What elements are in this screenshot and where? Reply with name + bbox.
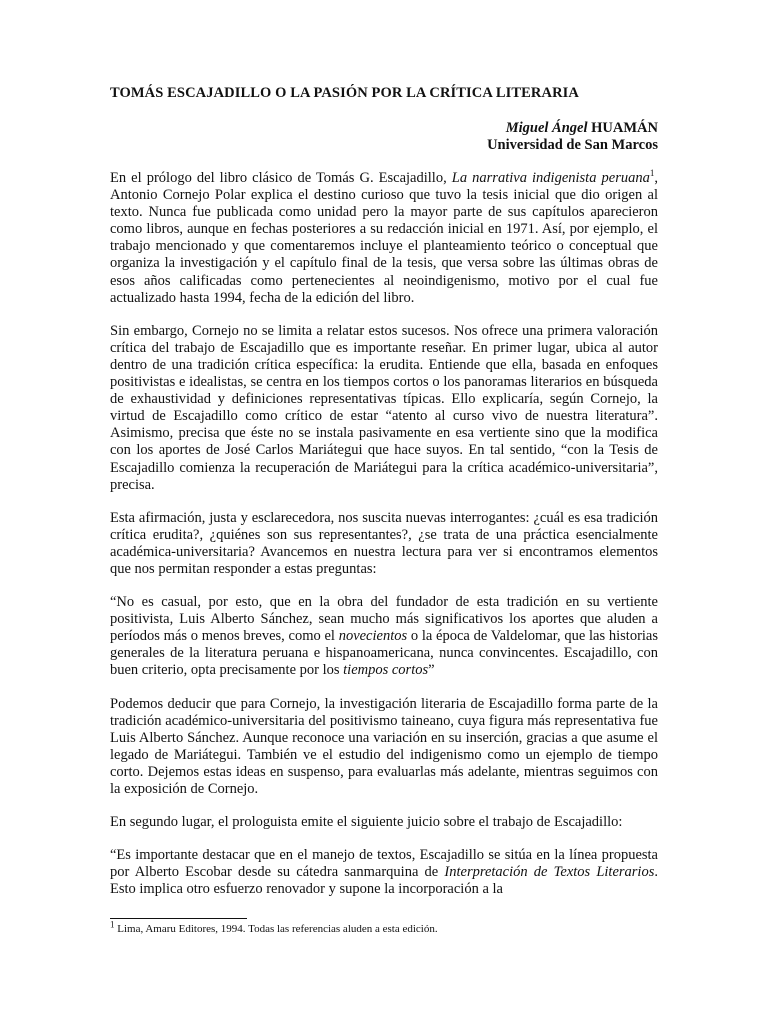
article-title: TOMÁS ESCAJADILLO O LA PASIÓN POR LA CRÍTICA LITERARIA	[110, 85, 579, 101]
quote-1	[110, 594, 658, 679]
author-given-name: Miguel Ángel	[505, 120, 588, 136]
book-title: La narrativa indigenista peruana	[451, 170, 650, 186]
quote-2	[110, 847, 658, 898]
author-affiliation: Universidad de San Marcos	[487, 137, 658, 153]
paragraph-3: Esta afirmación, justa y esclarecedora, nos suscita nuevas interrogantes: ¿cuál es esa tradición crítica erudita?, ¿quiénes son sus representantes?, ¿se trata de una práctica esencialmente académica-universitaria? Avancemos en nuestra lectura para ver si encontramos elementos que nos permitan responder a estas preguntas:	[110, 509, 658, 577]
author-name	[487, 120, 658, 137]
author-block	[487, 120, 658, 154]
paragraph-2: Sin embargo, Cornejo no se limita a relatar estos sucesos. Nos ofrece una primera valoración crítica del trabajo de Escajadillo que es importante reseñar. En primer lugar, ubica al autor dentro de una tradición crítica específica: la erudita. Entiende que ella, basada en enfoques positivistas e idealistas, se centra en los tiempos cortos o los panoramas literarios en búsqueda de exhaustividad y definiciones representativas típicas. Ello explicaría, según Cornejo, la virtud de Escajadillo como crítico de estar “atento al curso vivo de nuestra literatura”. Asimismo, precisa que éste no se instala pasivamente en esa vertiente sino que la modifica con los aportes de José Carlos Mariátegui que hace suyos. En tal sentido, “con la Tesis de Escajadillo comienza la recuperación de Mariátegui para la crítica académico-universitaria”, precisa.	[110, 322, 658, 493]
footnote-ref: 1	[649, 168, 655, 179]
quote-1-text-a: “No es casual, por esto, que en la obra del fundador de esta tradición en su vertiente positivista, Luis Alberto Sánchez, sean mucho más significativos los aportes que aluden a períodos más o menos breves, como el	[110, 594, 658, 645]
footnote	[110, 919, 658, 936]
footnote-text: Lima, Amaru Editores, 1994. Todas las referencias aluden a esta edición.	[114, 923, 438, 935]
paragraph-6: En segundo lugar, el prologuista emite el siguiente juicio sobre el trabajo de Escajadillo:	[110, 814, 623, 831]
paragraph-1	[110, 170, 658, 307]
footnote-divider	[110, 918, 247, 919]
paragraph-1-text-a: En el prólogo del libro clásico de Tomás G. Escajadillo,	[110, 170, 452, 186]
quote-1-text-c: ”	[428, 662, 435, 679]
quote-2-italic: Interpretación de Textos Literarios	[444, 864, 655, 881]
paragraph-5: Podemos deducir que para Cornejo, la investigación literaria de Escajadillo forma parte de la tradición académico-universitaria del positivismo taineano, cuya figura más representativa fue Luis Alberto Sánchez. Aunque reconoce una variación en su inserción, gracias a que asume el legado de Mariátegui. También ve el estudio del indigenismo como un ejemplo de tiempo corto. Dejemos estas ideas en suspenso, para evaluarlas más adelante, mientras seguimos con la exposición de Cornejo.	[110, 695, 658, 797]
quote-1-italic-1: novecientos	[338, 628, 408, 645]
quote-2-text-b: . Esto implica otro esfuerzo renovador y supone la incorporación a la	[110, 864, 658, 898]
quote-1-text-b: o la época de Valdelomar, que las historias generales de la literatura peruana e hispanoamericana, nunca convincentes. Escajadillo, con buen criterio, opta precisamente por los	[110, 628, 659, 679]
paragraph-1-text-b: , Antonio Cornejo Polar explica el destino curioso que tuvo la tesis inicial que dio origen al texto. Nunca fue publicada como unidad pero la mayor parte de sus capítulos aparecieron como libros, aunque en fechas posteriores a su redacción inicial en 1971. Así, por ejemplo, el trabajo mencionado y que comentaremos incluye el planteamiento teórico o conceptual que organiza la investigación y el capítulo final de la tesis, que versa sobre las últimas obras de esos años calificadas como pertenecientes al neoindigenismo, motivo por el cual fue actualizado hasta 1994, fecha de la edición del libro.	[110, 170, 658, 306]
footnote-mark: 1	[110, 919, 115, 930]
quote-1-italic-2: tiempos cortos	[343, 662, 429, 679]
author-surname: HUAMÁN	[591, 120, 658, 136]
quote-2-text-a: “Es importante destacar que en el manejo de textos, Escajadillo se sitúa en la línea propuesta por Alberto Escobar desde su cátedra sanmarquina de	[110, 847, 658, 881]
article-body	[110, 170, 658, 914]
